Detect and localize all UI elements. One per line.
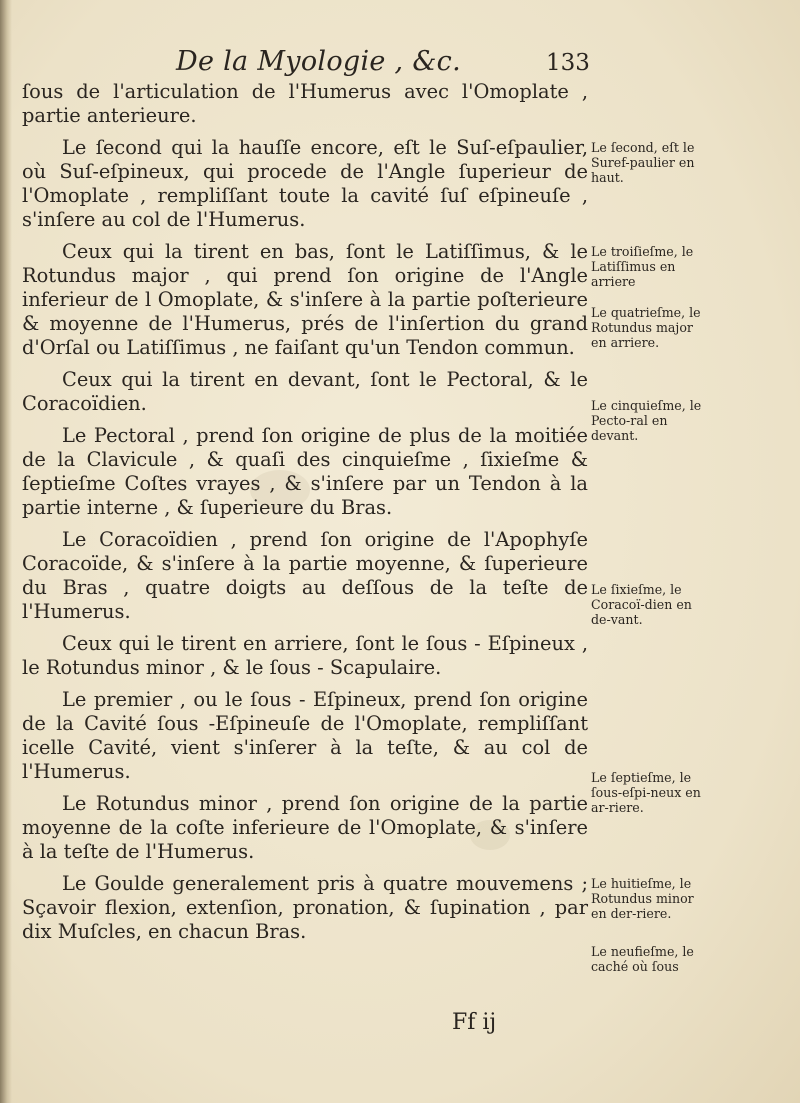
paragraph: Le Coracoïdien , prend ſon origine de l'Apophyſe Coracoïde, & s'inſere à la partie moyenne, & ſuperieure du Bras , quatre doigts au deſſous de la teſte de l'Humerus.: [22, 528, 588, 623]
margin-note: Le neufieſme, le caché où ſous: [591, 944, 694, 975]
margin-note: Le ſeptieſme, le ſous-eſpi-neux en ar-riere.: [591, 770, 701, 816]
running-title: De la Myologie , &c.: [176, 46, 461, 77]
margin-note: Le cinquieſme, le Pecto-ral en devant.: [591, 398, 702, 444]
paragraph: Ceux qui la tirent en devant, ſont le Pectoral, & le Coracoïdien.: [22, 368, 588, 415]
margin-note: Le troiſieſme, le Latiſſimus en arriere: [591, 244, 694, 290]
paragraph: Le premier , ou le ſous - Eſpineux, prend ſon origine de la Cavité ſous -Eſpineuſe de l'Omoplate, rempliſſant icelle Cavité, vient s'inſerer à la teſte, & au col de l'Humerus.: [22, 688, 588, 783]
paragraph: Le Rotundus minor , prend ſon origine de la partie moyenne de la coſte inferieure de l'Omoplate, & s'inſere à la teſte de l'Humerus.: [22, 792, 588, 863]
paragraph: Le ſecond qui la hauſſe encore, eſt le Suſ-eſpaulier, où Suſ-eſpineux, qui procede de l'Angle ſuperieur de l'Omoplate , rempliſſant toute la cavité ſuſ eſpineuſe , s'inſere au col de l'Humerus.: [22, 136, 588, 231]
paragraph: Ceux qui la tirent en bas, ſont le Latiſſimus, & le Rotundus major , qui prend ſon origine de l'Angle inferieur de l Omoplate, & s'inſere à la partie poſterieure & moyenne de l'Humerus, prés de l'inſertion du grand d'Orſal ou Latiſſimus , ne faiſant qu'un Tendon commun.: [22, 240, 588, 359]
page-header: [0, 44, 800, 84]
main-text: [22, 80, 588, 952]
margin-note: Le huitieſme, le Rotundus minor en der-riere.: [591, 876, 694, 922]
margin-note: Le quatrieſme, le Rotundus major en arriere.: [591, 305, 701, 351]
catchword: Ff ij: [452, 1010, 497, 1035]
paragraph: ſous de l'articulation de l'Humerus avec l'Omoplate , partie anterieure.: [22, 80, 588, 127]
paragraph: Le Pectoral , prend ſon origine de plus de la moitiée de la Clavicule , & quaſi des cinquieſme , ſixieſme & ſeptieſme Coſtes vrayes , & s'inſere par un Tendon à la partie interne , & ſuperieure du Bras.: [22, 424, 588, 519]
margin-note: Le ſixieſme, le Coracoï-dien en de-vant.: [591, 582, 692, 628]
paragraph: Ceux qui le tirent en arriere, ſont le ſous - Eſpineux , le Rotundus minor , & le ſous - Scapulaire.: [22, 632, 588, 679]
page-binding-edge: [0, 0, 12, 1103]
page-number: 133: [546, 50, 590, 76]
margin-note: Le ſecond, eſt le Suref-paulier en haut.: [591, 140, 695, 186]
paragraph: Le Goulde generalement pris à quatre mouvemens ; Sçavoir flexion, extenſion, pronation, & ſupination , par dix Muſcles, en chacun Bras.: [22, 872, 588, 943]
